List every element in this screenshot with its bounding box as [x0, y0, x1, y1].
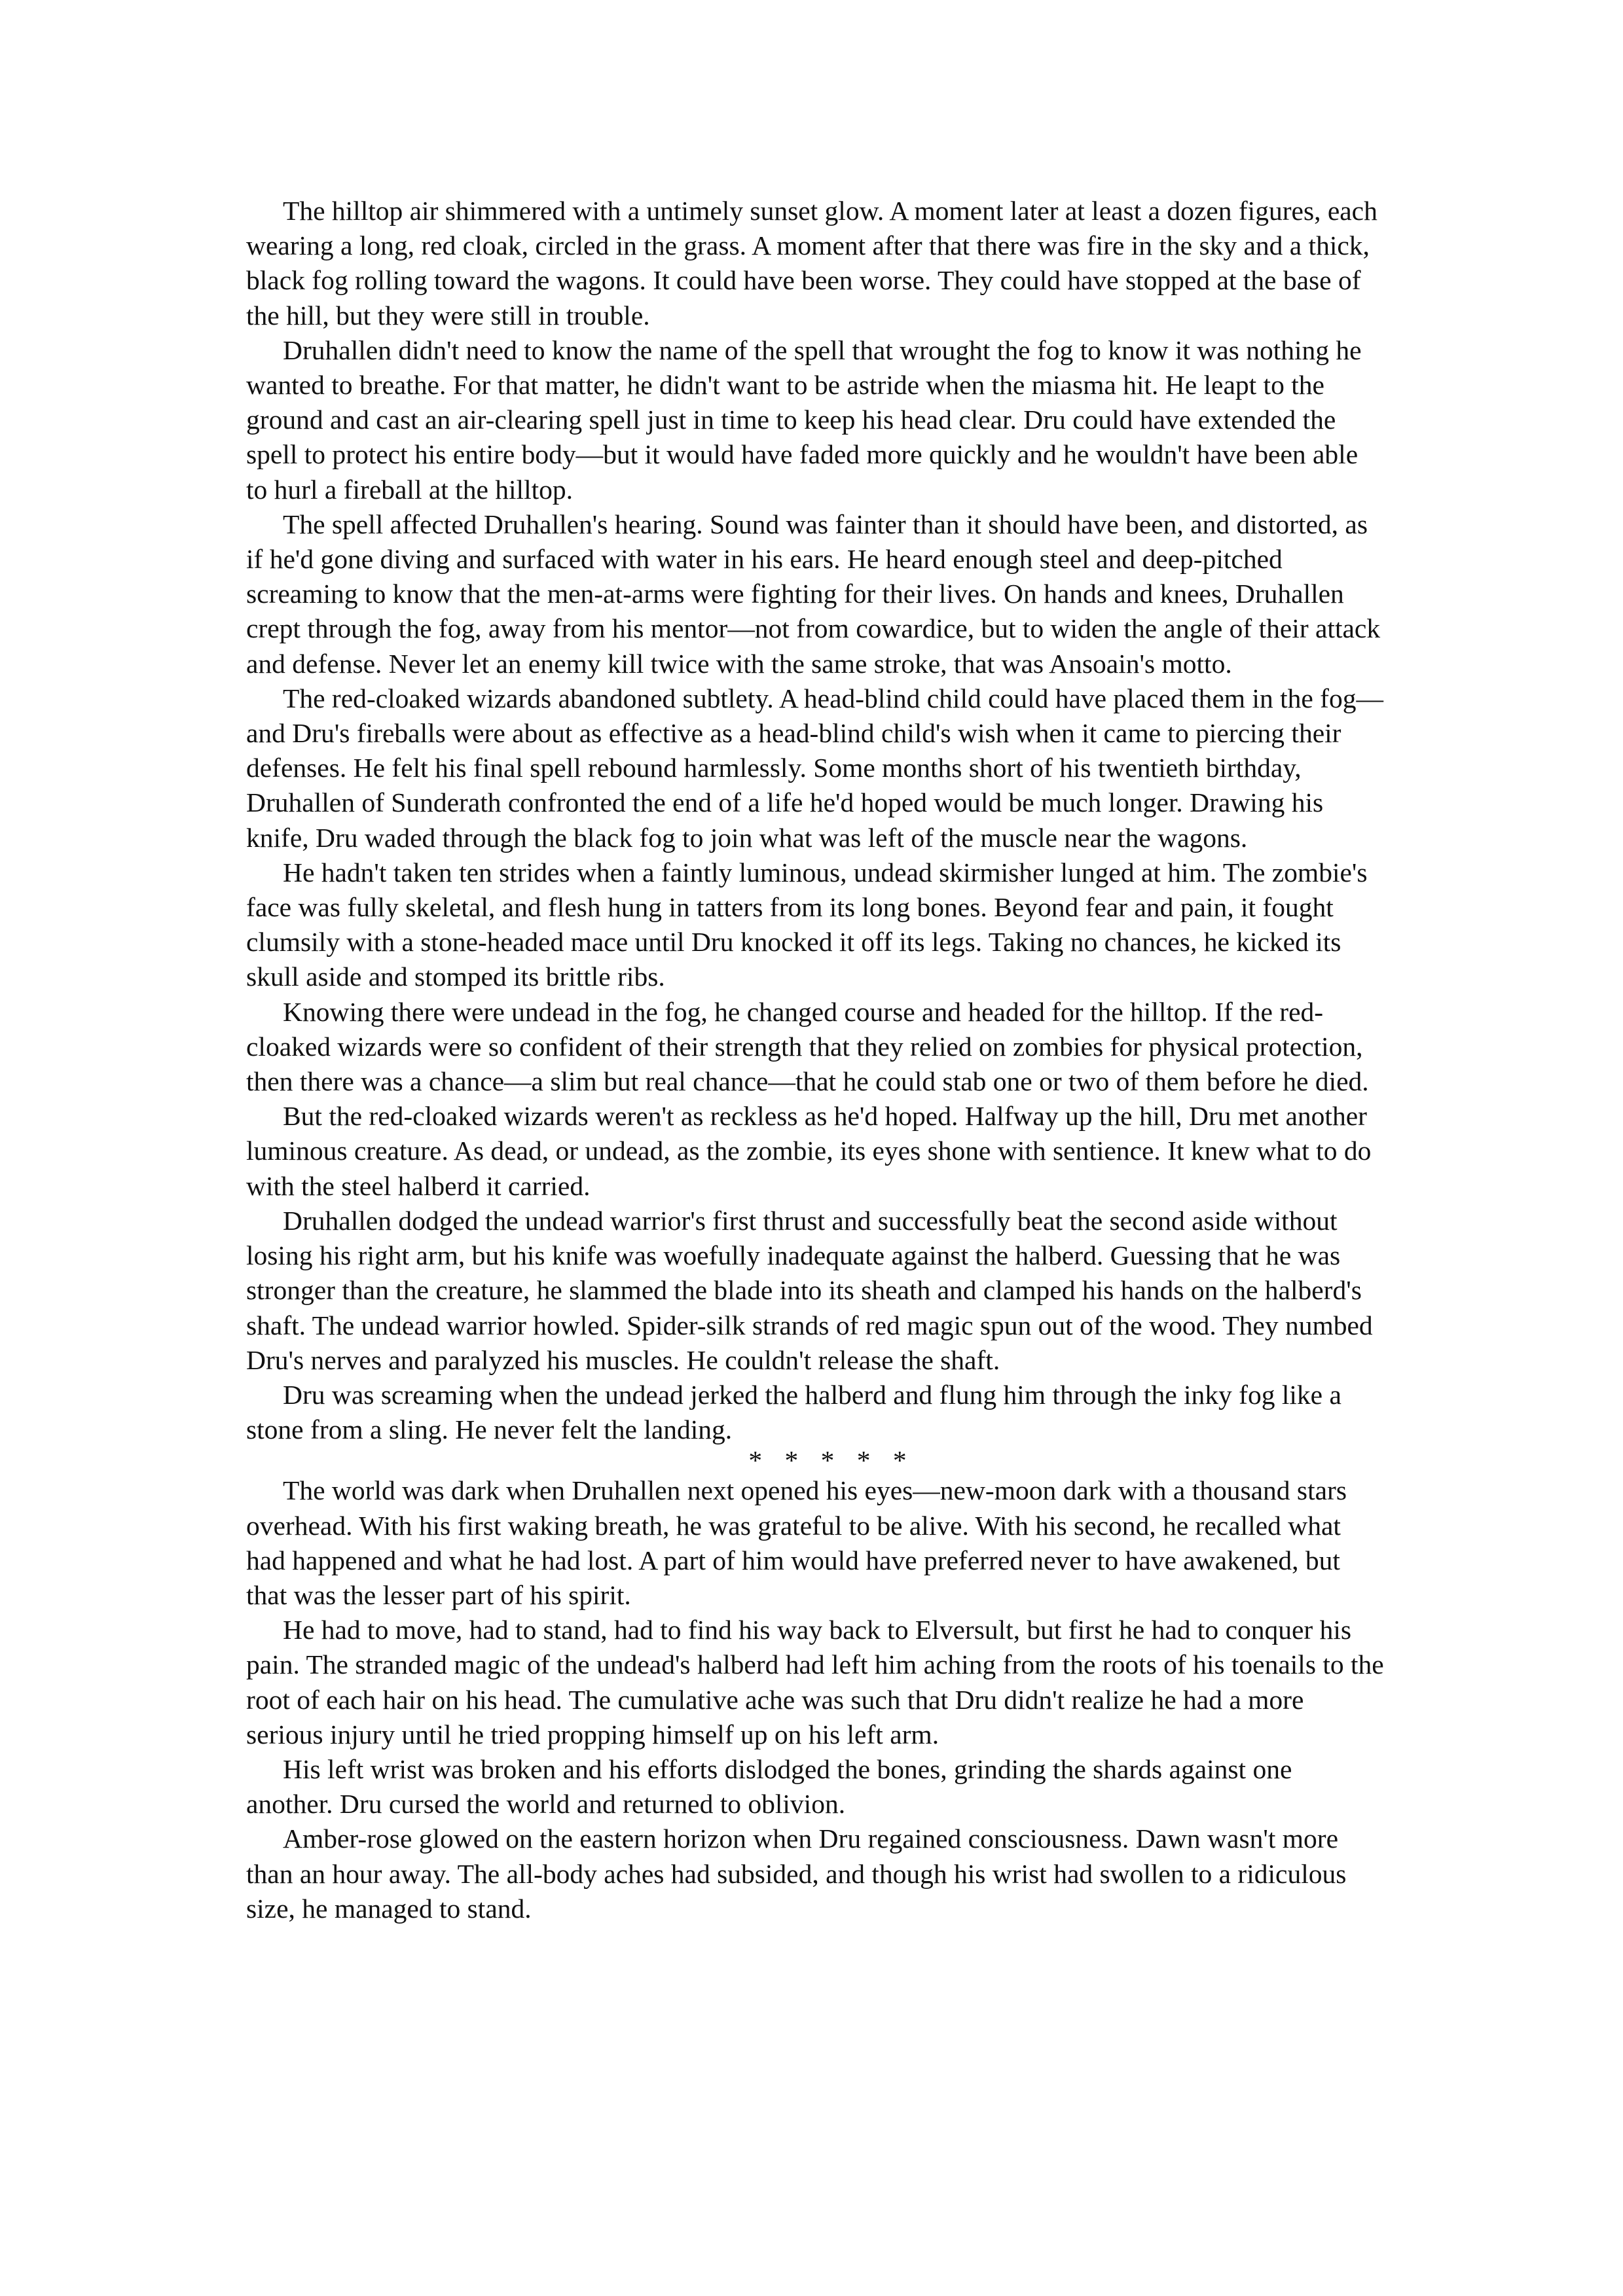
paragraph: The hilltop air shimmered with a untimely sunset glow. A moment later at least a dozen figures, each wearing a long, red cloak, circled in the grass. A moment after that there was fire in the sky and a thick, black fog rolling toward the wagons. It could have been worse. They could have stopped at the base of the hill, but they were still in trouble.: [246, 196, 1377, 331]
paragraph: The red-cloaked wizards abandoned subtlety. A head-blind child could have placed them in the fog—and Dru's fireballs were about as effective as a head-blind child's wish when it came to piercing their defenses. He felt his final spell rebound harmlessly. Some months short of his twentieth birthday, Druhallen of Sunderath confronted the end of a life he'd hoped would be much longer. Drawing his knife, Dru waded through the black fog to join what was left of the muscle near the wagons.: [246, 683, 1383, 853]
paragraph: Dru was screaming when the undead jerked the halberd and flung him through the inky fog like a stone from a sling. He never felt the landing.: [246, 1379, 1341, 1445]
paragraph: The spell affected Druhallen's hearing. Sound was fainter than it should have been, and distorted, as if he'd gone diving and surfaced with water in his ears. He heard enough steel and deep-pitched screaming to know that the men-at-arms were fighting for their lives. On hands and knees, Druhallen crept through the fog, away from his mentor—not from cowardice, but to widen the angle of their attack and defense. Never let an enemy kill twice with the same stroke, that was Ansoain's motto.: [246, 509, 1381, 679]
paragraph: But the red-cloaked wizards weren't as reckless as he'd hoped. Halfway up the hill, Dru met another luminous creature. As dead, or undead, as the zombie, its eyes shone with sentience. It knew what to do with the steel halberd it carried.: [246, 1101, 1372, 1201]
paragraph: Amber-rose glowed on the eastern horizon when Dru regained consciousness. Dawn wasn't more than an hour away. The all-body aches had subsided, and though his wrist had swollen to a ridiculous size, he managed to stand.: [246, 1823, 1347, 1924]
paragraph: His left wrist was broken and his efforts dislodged the bones, grinding the shards against one another. Dru cursed the world and returned to oblivion.: [246, 1753, 1292, 1820]
paragraph: Druhallen dodged the undead warrior's first thrust and successfully beat the second aside without losing his right arm, but his knife was woefully inadequate against the halberd. Guessing that he was stronger than the creature, he slammed the blade into its sheath and clamped his hands on the halberd's shaft. The undead warrior howled. Spider-silk strands of red magic spun out of the wood. They numbed Dru's nerves and paralyzed his muscles. He couldn't release the shaft.: [246, 1205, 1373, 1375]
paragraph: He had to move, had to stand, had to find his way back to Elversult, but first he had to conquer his pain. The stranded magic of the undead's halberd had left him aching from the roots of his toenails to the root of each hair on his head. The cumulative ache was such that Dru didn't realize he had a more serious injury until he tried propping himself up on his left arm.: [246, 1615, 1384, 1749]
document-page: [246, 194, 1385, 1926]
paragraph: He hadn't taken ten strides when a faintly luminous, undead skirmisher lunged at him. The zombie's face was fully skeletal, and flesh hung in tatters from its long bones. Beyond fear and pain, it fought clumsily with a stone-headed mace until Dru knocked it off its legs. Taking no chances, he kicked its skull aside and stomped its brittle ribs.: [246, 857, 1368, 992]
paragraph: The world was dark when Druhallen next opened his eyes—new-moon dark with a thousand stars overhead. With his first waking breath, he was grateful to be alive. With his second, he recalled what had happened and what he had lost. A part of him would have preferred never to have awakened, but that was the lesser part of his spirit.: [246, 1475, 1347, 1610]
paragraph: Knowing there were undead in the fog, he changed course and headed for the hilltop. If the red-cloaked wizards were so confident of their strength that they relied on zombies for physical protection, then there was a chance—a slim but real chance—that he could stab one or two of them before he died.: [246, 996, 1369, 1097]
paragraph: Druhallen didn't need to know the name of the spell that wrought the fog to know it was nothing he wanted to breathe. For that matter, he didn't want to be astride when the miasma hit. He leapt to the ground and cast an air-clearing spell just in time to keep his head clear. Dru could have extended the spell to protect his entire body—but it would have faded more quickly and he wouldn't have been able to hurl a fireball at the hilltop.: [246, 334, 1362, 505]
scene-break: * * * * *: [748, 1445, 907, 1476]
